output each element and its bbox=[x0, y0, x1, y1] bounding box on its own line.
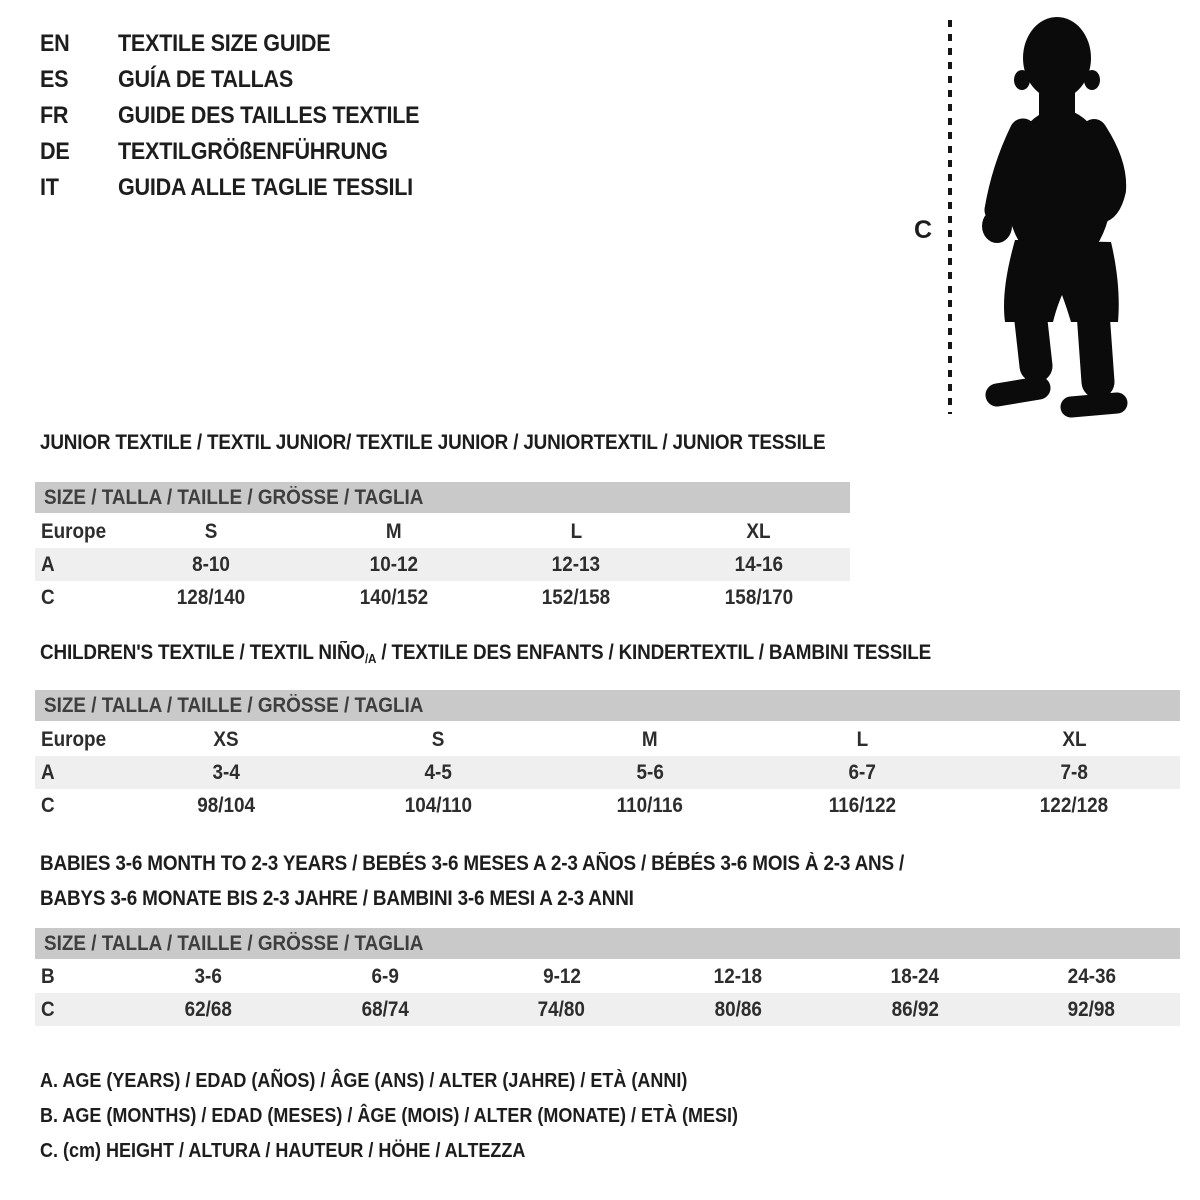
height-measure-label: C bbox=[914, 216, 933, 244]
height-cell: 116/122 bbox=[828, 793, 896, 817]
babies-section-title: BABIES 3-6 MONTH TO 2-3 YEARS / BEBÉS 3-6 MESES A 2-3 AÑOS / BÉBÉS 3-6 MOIS À 2-3 ANS / BABYS 3-6 MONATE BIS 2-3 JAHRE / BAMBINI 3-6 MESI A 2-3 ANNI bbox=[40, 852, 905, 910]
age-cell: 8-10 bbox=[192, 552, 231, 576]
children-size-table bbox=[35, 723, 1180, 822]
row-label: C bbox=[41, 793, 55, 817]
age-cell: 6-7 bbox=[848, 760, 876, 784]
height-cell: 68/74 bbox=[361, 997, 409, 1021]
legend-line-b: B. AGE (MONTHS) / EDAD (MESES) / ÂGE (MOIS) / ALTER (MONATE) / ETÀ (MESI) bbox=[40, 1105, 738, 1127]
title-subscript: /A bbox=[364, 651, 377, 666]
row-label: A bbox=[41, 552, 55, 576]
toddler-silhouette-icon bbox=[915, 14, 1150, 419]
page-title-de: TEXTILGRÖßENFÜHRUNG bbox=[118, 138, 388, 165]
height-cell: 86/92 bbox=[891, 997, 939, 1021]
page-title: TEXTILE SIZE GUIDE bbox=[118, 30, 331, 57]
height-cell: 110/116 bbox=[616, 793, 684, 817]
language-row-es bbox=[40, 62, 453, 98]
age-cell: 6-9 bbox=[371, 964, 399, 988]
page-title-fr: GUIDE DES TAILLES TEXTILE bbox=[118, 102, 420, 129]
language-title-list bbox=[40, 26, 453, 206]
height-cell: 92/98 bbox=[1068, 997, 1116, 1021]
size-cell: L bbox=[856, 727, 868, 751]
language-row-fr bbox=[40, 98, 453, 134]
row-label: B bbox=[41, 964, 55, 988]
table-row bbox=[35, 789, 1180, 822]
size-cell: XL bbox=[746, 519, 771, 543]
age-cell: 18-24 bbox=[890, 964, 940, 988]
height-cell: 128/140 bbox=[177, 585, 246, 609]
height-cell: 62/68 bbox=[184, 997, 232, 1021]
table-row bbox=[35, 515, 850, 548]
age-cell: 5-6 bbox=[636, 760, 664, 784]
size-cell: S bbox=[204, 519, 218, 543]
page-title-it: GUIDA ALLE TAGLIE TESSILI bbox=[118, 174, 413, 201]
row-label: C bbox=[41, 585, 55, 609]
age-cell: 10-12 bbox=[369, 552, 418, 576]
size-cell: S bbox=[431, 727, 445, 751]
age-cell: 12-13 bbox=[552, 552, 601, 576]
height-cell: 140/152 bbox=[359, 585, 428, 609]
table-row bbox=[35, 581, 850, 614]
size-cell: XS bbox=[213, 727, 239, 751]
row-label: Europe bbox=[41, 519, 107, 543]
row-label: A bbox=[41, 760, 55, 784]
height-cell: 74/80 bbox=[538, 997, 586, 1021]
age-cell: 12-18 bbox=[714, 964, 763, 988]
page-title-es: GUÍA DE TALLAS bbox=[118, 66, 294, 93]
size-cell: M bbox=[385, 519, 402, 543]
age-cell: 3-6 bbox=[194, 964, 222, 988]
language-code: ES bbox=[40, 66, 69, 93]
size-cell: M bbox=[642, 727, 658, 751]
age-cell: 14-16 bbox=[734, 552, 783, 576]
language-code: IT bbox=[40, 174, 59, 201]
junior-section-title: JUNIOR TEXTILE / TEXTIL JUNIOR/ TEXTILE JUNIOR / JUNIORTEXTIL / JUNIOR TESSILE bbox=[40, 431, 826, 454]
language-row-de bbox=[40, 134, 453, 170]
height-cell: 80/86 bbox=[714, 997, 762, 1021]
table-row bbox=[35, 960, 1180, 993]
height-cell: 158/170 bbox=[724, 585, 793, 609]
age-cell: 7-8 bbox=[1060, 760, 1088, 784]
language-row-en bbox=[40, 26, 453, 62]
height-cell: 152/158 bbox=[542, 585, 611, 609]
table-row bbox=[35, 548, 850, 581]
height-cell: 104/110 bbox=[404, 793, 472, 817]
height-cell: 122/128 bbox=[1039, 793, 1109, 817]
language-code: EN bbox=[40, 30, 70, 57]
babies-size-table bbox=[35, 960, 1180, 1026]
legend-line-c: C. (cm) HEIGHT / ALTURA / HAUTEUR / HÖHE / ALTEZZA bbox=[40, 1140, 526, 1162]
legend-line-a: A. AGE (YEARS) / EDAD (AÑOS) / ÂGE (ANS) / ALTER (JAHRE) / ETÀ (ANNI) bbox=[40, 1070, 688, 1092]
babies-size-header-bar: SIZE / TALLA / TAILLE / GRÖSSE / TAGLIA bbox=[35, 928, 1180, 959]
age-cell: 3-4 bbox=[212, 760, 240, 784]
language-code: FR bbox=[40, 102, 69, 129]
age-cell: 24-36 bbox=[1067, 964, 1116, 988]
language-code: DE bbox=[40, 138, 70, 165]
children-size-header-bar: SIZE / TALLA / TAILLE / GRÖSSE / TAGLIA bbox=[35, 690, 1180, 721]
size-cell: L bbox=[570, 519, 583, 543]
row-label: C bbox=[41, 997, 55, 1021]
size-cell: XL bbox=[1061, 727, 1087, 751]
table-row bbox=[35, 993, 1180, 1026]
table-row bbox=[35, 756, 1180, 789]
table-row bbox=[35, 723, 1180, 756]
children-section-title: CHILDREN'S TEXTILE / TEXTIL NIÑO/A / TEXTILE DES ENFANTS / KINDERTEXTIL / BAMBINI TESSILE bbox=[40, 641, 932, 666]
height-cell: 98/104 bbox=[197, 793, 255, 817]
age-cell: 9-12 bbox=[542, 964, 581, 988]
measurement-legend bbox=[40, 1064, 816, 1169]
language-row-it bbox=[40, 170, 453, 206]
junior-size-table bbox=[35, 515, 850, 614]
age-cell: 4-5 bbox=[424, 760, 452, 784]
junior-size-header-bar: SIZE / TALLA / TAILLE / GRÖSSE / TAGLIA bbox=[35, 482, 850, 513]
row-label: Europe bbox=[41, 727, 107, 751]
